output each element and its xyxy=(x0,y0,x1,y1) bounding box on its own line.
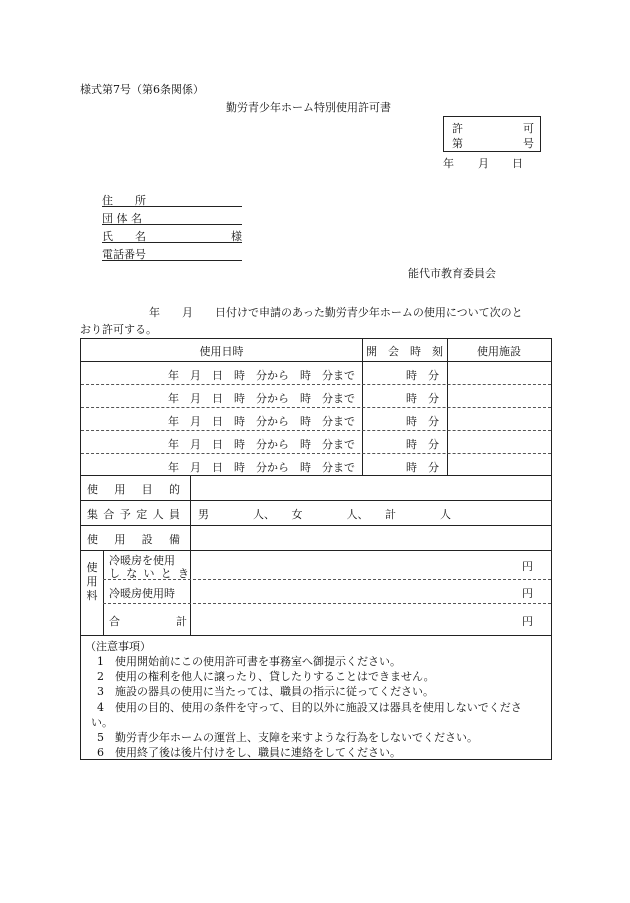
note-item-2: 2 使用の権利を他人に譲ったり、貸したりすることはできません。 xyxy=(97,670,435,684)
open-time-5: 時 分 xyxy=(406,461,439,474)
notes-title: （注意事項） xyxy=(85,640,151,653)
header-open-time: 開 会 時 刻 xyxy=(366,345,443,358)
name-label: 氏 名 xyxy=(102,230,146,243)
form-number: 様式第7号（第6条関係） xyxy=(80,83,204,96)
permit-number-box xyxy=(443,116,541,152)
body-line-1: 年 月 日付けで申請のあった勤労青少年ホームの使用について次のと xyxy=(149,306,523,319)
permit-ka: 可 xyxy=(523,122,534,135)
fee-row-1-label-a: 冷暖房を使用 xyxy=(109,554,175,567)
purpose-label: 使用目的 xyxy=(87,483,180,496)
fee-row-1-label-b: しないとき xyxy=(109,567,189,580)
open-time-2: 時 分 xyxy=(406,392,439,405)
note-item-1: 1 使用開始前にこの使用許可書を事務室へ御提示ください。 xyxy=(97,655,401,668)
fee-row-3-unit: 円 xyxy=(522,614,533,628)
header-facility: 使用施設 xyxy=(477,345,521,358)
date-row-2: 年 月 日 時 分から 時 分まで xyxy=(168,392,355,405)
row-divider xyxy=(81,500,551,501)
fee-row-2-unit: 円 xyxy=(522,586,533,600)
date-hi: 日 xyxy=(512,157,523,170)
fee-row-1-unit: 円 xyxy=(522,560,533,573)
row-divider xyxy=(81,550,551,551)
fee-col-divider xyxy=(103,550,104,635)
section-divider xyxy=(81,475,551,476)
permit-dai: 第 xyxy=(452,137,463,150)
open-time-1: 時 分 xyxy=(406,369,439,382)
body-line-2: おり許可する。 xyxy=(80,323,157,336)
name-suffix: 様 xyxy=(231,230,242,243)
people-value: 男 人、 女 人、 計 人 xyxy=(198,508,451,521)
date-row-4: 年 月 日 時 分から 時 分まで xyxy=(168,438,355,451)
header-divider xyxy=(81,361,551,362)
note-item-6: 5 勤労青少年ホームの運営上、支障を来すような行為をしないでください。 xyxy=(97,731,478,744)
label-col-divider xyxy=(190,475,191,635)
notes-box xyxy=(80,634,552,760)
date-row-divider xyxy=(81,430,551,431)
address-field xyxy=(102,192,242,207)
fee-row-3-label: 合 計 xyxy=(109,614,187,628)
phone-field xyxy=(102,246,242,261)
group-field xyxy=(102,210,242,225)
date-row-1: 年 月 日 時 分から 時 分まで xyxy=(168,369,355,382)
usage-grid xyxy=(80,338,552,636)
note-item-3: 3 施設の器具の使用に当たっては、職員の指示に従ってください。 xyxy=(97,685,434,699)
date-row-3: 年 月 日 時 分から 時 分まで xyxy=(168,415,355,428)
phone-label: 電話番号 xyxy=(102,248,146,261)
header-datetime: 使用日時 xyxy=(199,345,244,358)
note-item-5: い。 xyxy=(91,715,113,729)
row-divider xyxy=(81,525,551,526)
date-row-divider xyxy=(81,407,551,408)
date-tsuki: 月 xyxy=(478,157,489,170)
fee-row-divider xyxy=(103,579,551,580)
open-time-3: 時 分 xyxy=(406,415,439,428)
date-nen: 年 xyxy=(443,157,454,170)
equipment-label: 使用設備 xyxy=(87,533,180,546)
note-item-7: 6 使用終了後は後片付けをし、職員に連絡をしてください。 xyxy=(97,746,401,760)
date-row-divider xyxy=(81,384,551,385)
note-item-4: 4 使用の目的、使用の条件を守って、目的以外に施設又は器具を使用しないでくださ xyxy=(97,700,522,714)
fee-row-divider xyxy=(103,603,551,604)
fee-row-2-label: 冷暖房使用時 xyxy=(109,586,175,600)
people-label: 集合予定人員 xyxy=(87,508,180,521)
address-label: 住 所 xyxy=(102,194,146,207)
date-row-divider xyxy=(81,453,551,454)
issuer: 能代市教育委員会 xyxy=(408,267,496,280)
document-title: 勤労青少年ホーム特別使用許可書 xyxy=(226,101,391,114)
open-time-4: 時 分 xyxy=(406,438,439,451)
permit-kyo: 許 xyxy=(452,122,463,135)
group-label: 団 体 名 xyxy=(102,212,142,225)
fee-label: 使 用 料 xyxy=(86,561,98,602)
name-field xyxy=(102,228,242,243)
permit-go: 号 xyxy=(523,137,534,150)
date-row-5: 年 月 日 時 分から 時 分まで xyxy=(168,461,355,474)
